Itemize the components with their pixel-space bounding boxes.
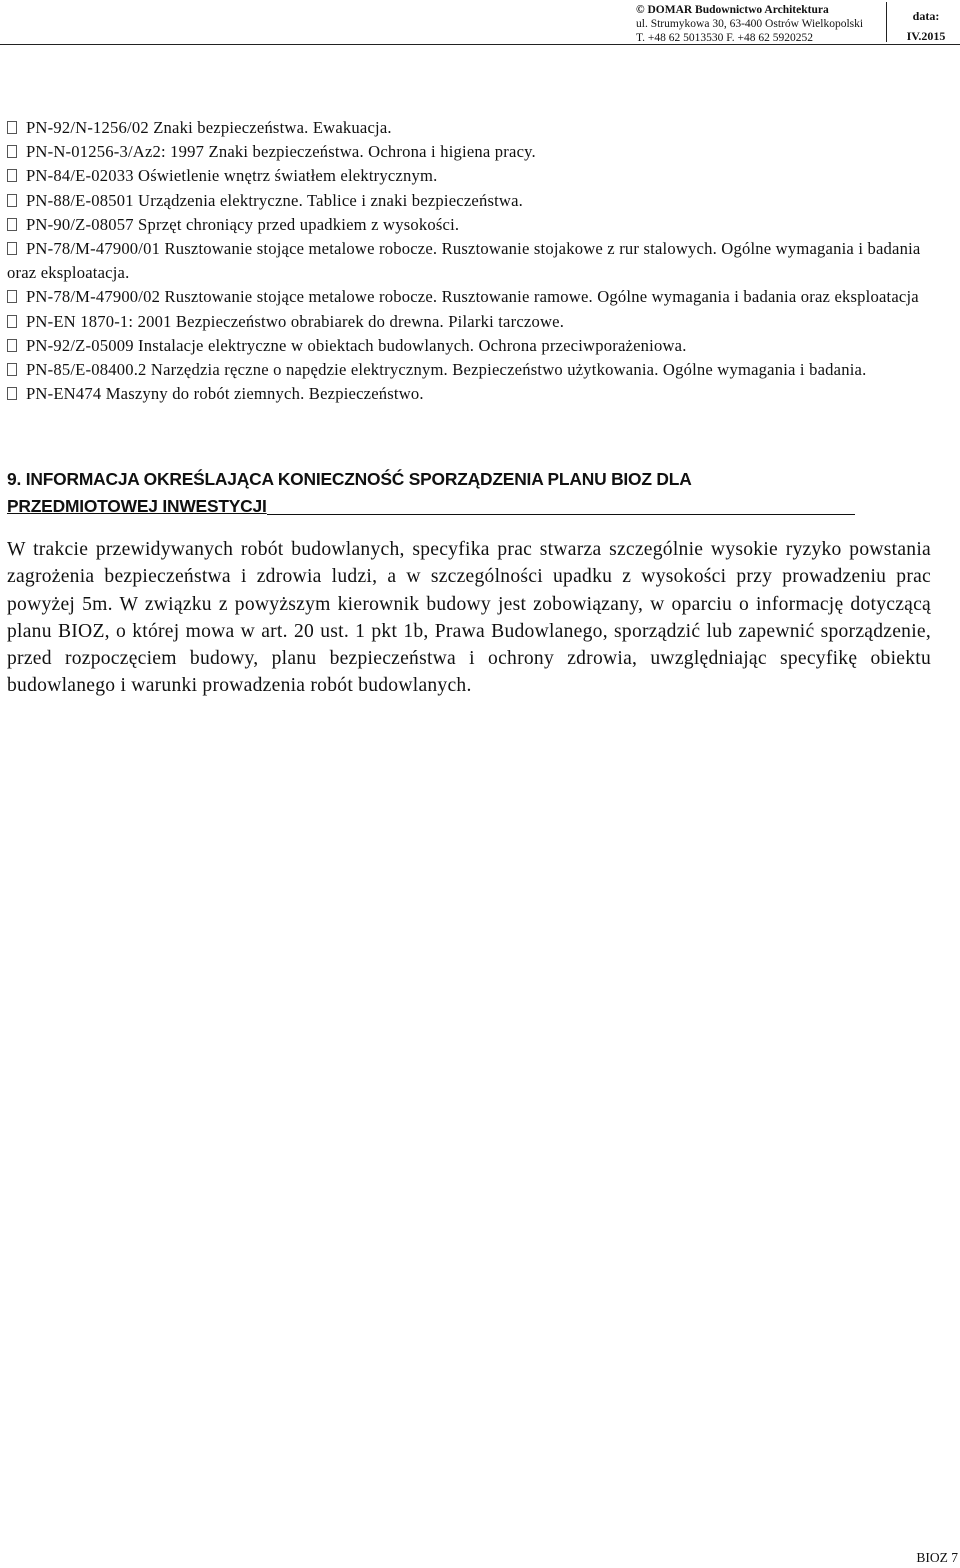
norm-item [7, 334, 937, 358]
section-title-line2: PRZEDMIOTOWEJ INWESTYCJI [7, 496, 267, 516]
norm-text: PN-N-01256-3/Az2: 1997 Znaki bezpieczeństwa. Ochrona i higiena pracy. [26, 142, 536, 162]
section-title-line2-wrap [7, 493, 902, 520]
norm-item [7, 382, 937, 406]
bullet-icon [7, 145, 17, 158]
company-name: DOMAR Budownictwo Architektura [647, 4, 829, 16]
norm-text: PN-78/M-47900/02 Rusztowanie stojące metalowe robocze. Rusztowanie ramowe. Ogólne wymagania i badania oraz eksploatacja [26, 287, 919, 307]
norm-item [7, 164, 937, 188]
norm-item [7, 310, 937, 334]
norm-text: PN-EN 1870-1: 2001 Bezpieczeństwo obrabiarek do drewna. Pilarki tarczowe. [26, 311, 565, 331]
date-value: IV.2015 [906, 29, 946, 43]
page-footer: BIOZ 7 [916, 1550, 958, 1565]
bullet-icon [7, 194, 17, 207]
section-heading [7, 466, 902, 520]
norm-text: PN-92/Z-05009 Instalacje elektryczne w obiektach budowlanych. Ochrona przeciwporażeniowa. [26, 335, 687, 355]
company-phone: T. +48 62 5013530 F. +48 62 5920252 [636, 32, 813, 44]
company-info [636, 3, 880, 45]
norm-item [7, 237, 937, 285]
company-name-line [636, 3, 880, 17]
norm-item [7, 189, 937, 213]
section-title-line1: 9. INFORMACJA OKREŚLAJĄCA KONIECZNOŚĆ SPORZĄDZENIA PLANU BIOZ DLA [7, 469, 692, 489]
page-header [0, 0, 960, 44]
bullet-icon [7, 218, 17, 231]
section-paragraph: W trakcie przewidywanych robót budowlanych, specyfika prac stwarza szczególnie wysokie ryzyko powstania zagrożenia bezpieczeństwa i zdrowia ludzi, a w szczególności upadku z wysokości przy prowadzeniu prac powyżej 5m. W związku z powyższym kierownik budowy jest zobowiązany, w oparciu o informację dotyczącą planu BIOZ, o której mowa w art. 20 ust. 1 pkt 1b, Prawa Budowlanego, sporządzić lub zapewnić sporządzenie, przed rozpoczęciem budowy, planu bezpieczeństwa i ochrony zdrowia, uwzględniając specyfikę obiektu budowlanego i warunki prowadzenia robót budowlanych. [7, 539, 931, 697]
bullet-icon [7, 169, 17, 182]
norm-text: PN-EN474 Maszyny do robót ziemnych. Bezpieczeństwo. [26, 384, 424, 404]
norm-item [7, 285, 937, 309]
header-date [892, 6, 960, 46]
norms-list [7, 116, 937, 406]
norm-item [7, 116, 937, 140]
norm-text: PN-88/E-08501 Urządzenia elektryczne. Tablice i znaki bezpieczeństwa. [26, 190, 524, 210]
bullet-icon [7, 315, 17, 328]
bullet-icon [7, 290, 17, 303]
bullet-icon [7, 339, 17, 352]
company-address: ul. Strumykowa 30, 63-400 Ostrów Wielkopolski [636, 18, 864, 30]
header-divider [886, 2, 887, 42]
bullet-icon [7, 121, 17, 134]
header-rule [0, 44, 960, 45]
norm-item [7, 140, 937, 164]
bullet-icon [7, 363, 17, 376]
norm-item [7, 358, 937, 382]
norm-text: PN-85/E-08400.2 Narzędzia ręczne o napędzie elektrycznym. Bezpieczeństwo użytkowania. Ogólne wymagania i badania. [26, 360, 867, 380]
copyright-symbol: © [636, 4, 645, 16]
norm-text: PN-84/E-02033 Oświetlenie wnętrz światłem elektrycznym. [26, 166, 438, 186]
title-underline-rule [267, 514, 855, 515]
norm-text: PN-78/M-47900/01 Rusztowanie stojące metalowe robocze. Rusztowanie stojakowe z rur stalowych. Ogólne wymagania i badania oraz eksploatacja. [7, 239, 921, 283]
bullet-icon [7, 242, 17, 255]
bullet-icon [7, 387, 17, 400]
date-label: data: [912, 9, 940, 23]
norm-text: PN-90/Z-08057 Sprzęt chroniący przed upadkiem z wysokości. [26, 214, 460, 234]
norm-text: PN-92/N-1256/02 Znaki bezpieczeństwa. Ewakuacja. [26, 118, 392, 137]
norm-item [7, 213, 937, 237]
